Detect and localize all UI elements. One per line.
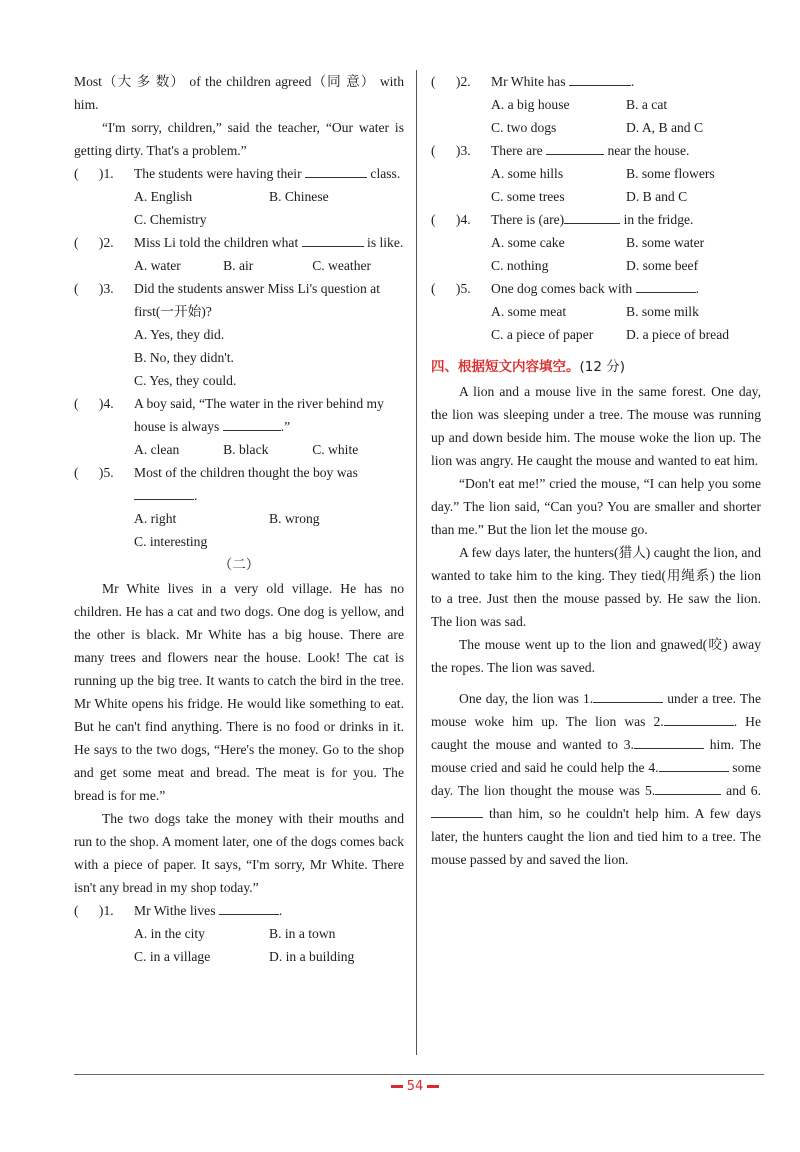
option: A. some cake bbox=[491, 235, 565, 250]
question bbox=[431, 70, 761, 93]
option: B. some milk bbox=[626, 304, 699, 319]
passage-paragraph: A few days later, the hunters(猎人) caught the lion, and wanted to take him to the king. They tied(用绳系) the lion to a tree. Just then the mouse passed by. He saw the lion. The lion was sad. bbox=[431, 545, 761, 629]
question-block bbox=[431, 208, 761, 277]
option: C. two dogs bbox=[491, 120, 557, 135]
question-text: . bbox=[278, 903, 283, 918]
answer-bracket[interactable]: ( )5. bbox=[74, 465, 118, 480]
answer-blank-6[interactable] bbox=[431, 803, 483, 818]
option: D. B and C bbox=[626, 189, 688, 204]
dash-decoration bbox=[427, 1085, 439, 1088]
question-block bbox=[431, 139, 761, 208]
question-text: Mr White has bbox=[491, 74, 569, 89]
question-block bbox=[431, 70, 761, 139]
summary-text: under a tree. The mouse woke him up. The lion was 2. bbox=[431, 691, 761, 729]
option: C. weather bbox=[312, 258, 372, 273]
question-text: . bbox=[194, 488, 198, 503]
answer-blank-1[interactable] bbox=[593, 688, 663, 703]
option: A. right bbox=[134, 511, 177, 526]
answer-blank[interactable] bbox=[569, 71, 631, 86]
option: C. white bbox=[312, 442, 359, 457]
option: C. nothing bbox=[491, 258, 549, 273]
question bbox=[431, 208, 761, 231]
summary-text: some day. The lion thought the mouse was 5. bbox=[431, 760, 762, 798]
left-column bbox=[74, 70, 404, 968]
option: A. some hills bbox=[491, 166, 564, 181]
question-text: A boy said, “The water in the river behind my house is always bbox=[134, 396, 384, 434]
question-block bbox=[431, 277, 761, 346]
option: C. in a village bbox=[134, 949, 211, 964]
answer-bracket[interactable]: ( )1. bbox=[74, 903, 118, 918]
answer-bracket[interactable]: ( )4. bbox=[74, 396, 118, 411]
question-text: The students were having their bbox=[134, 166, 306, 181]
question bbox=[74, 899, 404, 922]
question-text: Miss Li told the children what bbox=[134, 235, 302, 250]
answer-blank[interactable] bbox=[564, 209, 620, 224]
question-block bbox=[74, 277, 404, 392]
summary-text: him. The mouse cried and said he could help the 4. bbox=[431, 737, 762, 775]
answer-blank[interactable] bbox=[223, 416, 281, 431]
question-text: Did the students answer Miss Li's question at first(一开始)? bbox=[134, 281, 380, 319]
options bbox=[74, 323, 404, 392]
question-text: . bbox=[695, 281, 699, 296]
summary-text: One day, the lion was 1. bbox=[459, 691, 594, 706]
option: D. in a building bbox=[269, 949, 355, 964]
answer-blank-4[interactable] bbox=[659, 757, 729, 772]
page-number-text: 54 bbox=[406, 1079, 424, 1094]
passage-paragraph: Most（大 多 数） of the children agreed（同 意） with him. bbox=[74, 74, 404, 112]
section-heading-text: 四、根据短文内容填空。 bbox=[431, 359, 580, 375]
answer-bracket[interactable]: ( )2. bbox=[431, 74, 475, 89]
column-divider bbox=[416, 70, 417, 1055]
section-heading bbox=[431, 354, 761, 380]
options bbox=[431, 231, 761, 277]
question bbox=[74, 277, 404, 323]
option: B. black bbox=[223, 442, 269, 457]
options bbox=[431, 93, 761, 139]
answer-blank[interactable] bbox=[546, 140, 604, 155]
options bbox=[74, 185, 404, 231]
options bbox=[431, 300, 761, 346]
question-text: Most of the children thought the boy was bbox=[134, 465, 358, 480]
passage-paragraph: A lion and a mouse live in the same forest. One day, the lion was sleeping under a tree. The mouse was running up and down beside him. The mouse woke the lion up. The lion was angry. He caught the mouse and wanted to eat him. bbox=[431, 384, 761, 468]
summary-text: . He caught the mouse and wanted to 3. bbox=[431, 714, 761, 752]
question-block bbox=[74, 231, 404, 277]
option: C. Yes, they could. bbox=[134, 373, 237, 388]
option: A. clean bbox=[134, 442, 180, 457]
option: B. No, they didn't. bbox=[134, 350, 234, 365]
option: A. English bbox=[134, 189, 193, 204]
question bbox=[74, 392, 404, 438]
answer-bracket[interactable]: ( )4. bbox=[431, 212, 475, 227]
option: C. interesting bbox=[134, 534, 208, 549]
passage-paragraph: “Don't eat me!” cried the mouse, “I can help you some day.” The lion said, “Can you? You are smaller and shorter than me.” But the lion let the mouse go. bbox=[431, 476, 761, 537]
answer-blank[interactable] bbox=[302, 232, 364, 247]
answer-bracket[interactable]: ( )2. bbox=[74, 235, 118, 250]
option: B. air bbox=[223, 258, 254, 273]
answer-bracket[interactable]: ( )1. bbox=[74, 166, 118, 181]
option: D. A, B and C bbox=[626, 120, 704, 135]
option: B. Chinese bbox=[269, 189, 329, 204]
answer-bracket[interactable]: ( )5. bbox=[431, 281, 475, 296]
question-text: . bbox=[630, 74, 635, 89]
options bbox=[74, 438, 404, 461]
option: B. some flowers bbox=[626, 166, 715, 181]
question-text: class. bbox=[367, 166, 401, 181]
answer-blank[interactable] bbox=[219, 900, 279, 915]
question bbox=[431, 277, 761, 300]
answer-blank[interactable] bbox=[636, 278, 696, 293]
answer-bracket[interactable]: ( )3. bbox=[74, 281, 118, 296]
option: A. Yes, they did. bbox=[134, 327, 225, 342]
question-block bbox=[74, 461, 404, 553]
section-title: （二） bbox=[218, 557, 260, 572]
option: D. a piece of bread bbox=[626, 327, 730, 342]
option: B. wrong bbox=[269, 511, 320, 526]
question-block bbox=[74, 162, 404, 231]
question-text: .” bbox=[280, 419, 291, 434]
answer-bracket[interactable]: ( )3. bbox=[431, 143, 475, 158]
option: A. water bbox=[134, 258, 181, 273]
option: A. a big house bbox=[491, 97, 570, 112]
question-text: One dog comes back with bbox=[491, 281, 636, 296]
question-text: Mr Withe lives bbox=[134, 903, 219, 918]
question bbox=[431, 139, 761, 162]
page-number bbox=[385, 1079, 445, 1094]
question bbox=[74, 231, 404, 254]
options bbox=[431, 162, 761, 208]
answer-blank[interactable] bbox=[305, 163, 367, 178]
summary-text: and 6. bbox=[721, 783, 761, 798]
dash-decoration bbox=[391, 1085, 403, 1088]
option: C. Chemistry bbox=[134, 212, 207, 227]
right-column bbox=[431, 70, 761, 871]
question-text: There are bbox=[491, 143, 547, 158]
question-text: near the house. bbox=[604, 143, 690, 158]
summary-text: than him, so he couldn't help him. A few days later, the hunters caught the lion and tied him to a tree. The mouse passed by and saved the lion. bbox=[431, 806, 761, 867]
question-block bbox=[74, 899, 404, 968]
option: C. a piece of paper bbox=[491, 327, 594, 342]
option: A. some meat bbox=[491, 304, 567, 319]
option: B. in a town bbox=[269, 926, 336, 941]
passage-paragraph: “I'm sorry, children,” said the teacher, “Our water is getting dirty. That's a problem.” bbox=[74, 120, 404, 158]
passage-paragraph: The mouse went up to the lion and gnawed(咬) away the ropes. The lion was saved. bbox=[431, 637, 761, 675]
question-block bbox=[74, 392, 404, 461]
option: B. a cat bbox=[626, 97, 668, 112]
options bbox=[74, 922, 404, 968]
summary-paragraph bbox=[431, 687, 761, 871]
section-score: (12 分) bbox=[579, 359, 626, 375]
answer-blank[interactable] bbox=[134, 485, 194, 500]
options bbox=[74, 507, 404, 553]
option: B. some water bbox=[626, 235, 705, 250]
passage-paragraph: Mr White lives in a very old village. He has no children. He has a cat and two dogs. One dog is yellow, and the other is black. Mr White has a big house. There are many trees and flowers near the house. Look! The cat is running up the big tree. It wants to catch the bird in the tree. Mr White opens his fridge. He would like something to eat. But he can't find anything. There is no food or drinks in it. He says to the two dogs, “Here's the money. Go to the shop and get some meat and bread. The meat is for you. The bread is for me.” bbox=[74, 581, 404, 803]
question-text: There is (are) bbox=[491, 212, 565, 227]
question-text: in the fridge. bbox=[620, 212, 694, 227]
options bbox=[74, 254, 404, 277]
option: A. in the city bbox=[134, 926, 205, 941]
option: D. some beef bbox=[626, 258, 699, 273]
answer-blank-2[interactable] bbox=[664, 711, 734, 726]
question bbox=[74, 162, 404, 185]
question-text: is like. bbox=[363, 235, 404, 250]
option: C. some trees bbox=[491, 189, 565, 204]
answer-blank-3[interactable] bbox=[634, 734, 704, 749]
question bbox=[74, 461, 404, 507]
passage-paragraph: The two dogs take the money with their mouths and run to the shop. A moment later, one of the dogs comes back with a piece of paper. It says, “I'm sorry, Mr White. There isn't any bread in my shop today.” bbox=[74, 811, 404, 895]
footer-rule bbox=[74, 1074, 764, 1075]
answer-blank-5[interactable] bbox=[655, 780, 721, 795]
